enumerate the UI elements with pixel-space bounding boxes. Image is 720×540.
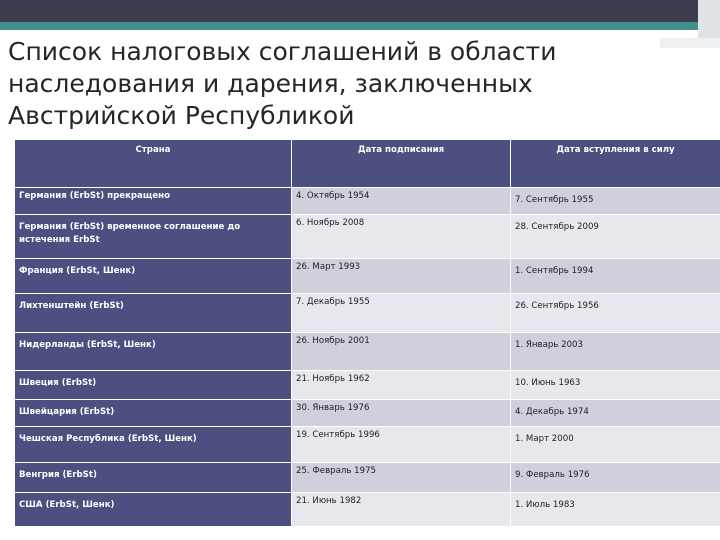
effective-date-cell: 1. Март 2000 [511, 427, 720, 463]
country-cell: Франция (ErbSt, Шенк) [15, 259, 292, 294]
signed-date-cell: 26. Ноябрь 2001 [292, 333, 511, 371]
country-cell: Нидерланды (ErbSt, Шенк) [15, 333, 292, 371]
table-row [15, 294, 720, 333]
country-cell: Германия (ErbSt) временное соглашение до истечения ErbSt [15, 215, 292, 259]
effective-date-cell: 4. Декабрь 1974 [511, 400, 720, 427]
slide-title: Список налоговых соглашений в области наследования и дарения, заключенных Австрийской Республикой [8, 37, 557, 130]
table-row [15, 215, 720, 259]
effective-date-cell: 28. Сентябрь 2009 [511, 215, 720, 259]
country-cell: Чешская Республика (ErbSt, Шенк) [15, 427, 292, 463]
signed-date-cell: 26. Март 1993 [292, 259, 511, 294]
country-cell: Лихтенштейн (ErbSt) [15, 294, 292, 333]
table-row [15, 188, 720, 215]
country-cell: США (ErbSt, Шенк) [15, 493, 292, 527]
signed-date-cell: 7. Декабрь 1955 [292, 294, 511, 333]
header-effective-date: Дата вступления в силу [511, 140, 720, 188]
country-cell: Германия (ErbSt) прекращено [15, 188, 292, 215]
top-banner-accent [0, 22, 720, 30]
effective-date-cell: 1. Январь 2003 [511, 333, 720, 371]
table-row [15, 333, 720, 371]
signed-date-cell: 6. Ноябрь 2008 [292, 215, 511, 259]
table-row [15, 259, 720, 294]
top-banner-dark [0, 0, 720, 22]
effective-date-cell: 1. Сентябрь 1994 [511, 259, 720, 294]
signed-date-cell: 21. Ноябрь 1962 [292, 371, 511, 400]
table-header-row [15, 140, 720, 188]
signed-date-cell: 25. Февраль 1975 [292, 463, 511, 493]
signed-date-cell: 19. Сентябрь 1996 [292, 427, 511, 463]
effective-date-cell: 26. Сентябрь 1956 [511, 294, 720, 333]
table-row [15, 427, 720, 463]
table-row [15, 463, 720, 493]
table-row [15, 400, 720, 427]
table-row [15, 371, 720, 400]
signed-date-cell: 4. Октябрь 1954 [292, 188, 511, 215]
effective-date-cell: 9. Февраль 1976 [511, 463, 720, 493]
table-row [15, 493, 720, 527]
treaty-table [14, 139, 720, 527]
country-cell: Швейцария (ErbSt) [15, 400, 292, 427]
header-signed-date: Дата подписания [292, 140, 511, 188]
effective-date-cell: 7. Сентябрь 1955 [511, 188, 720, 215]
header-country: Страна [15, 140, 292, 188]
effective-date-cell: 10. Июнь 1963 [511, 371, 720, 400]
effective-date-cell: 1. Июль 1983 [511, 493, 720, 527]
signed-date-cell: 21. Июнь 1982 [292, 493, 511, 527]
signed-date-cell: 30. Январь 1976 [292, 400, 511, 427]
country-cell: Венгрия (ErbSt) [15, 463, 292, 493]
country-cell: Швеция (ErbSt) [15, 371, 292, 400]
